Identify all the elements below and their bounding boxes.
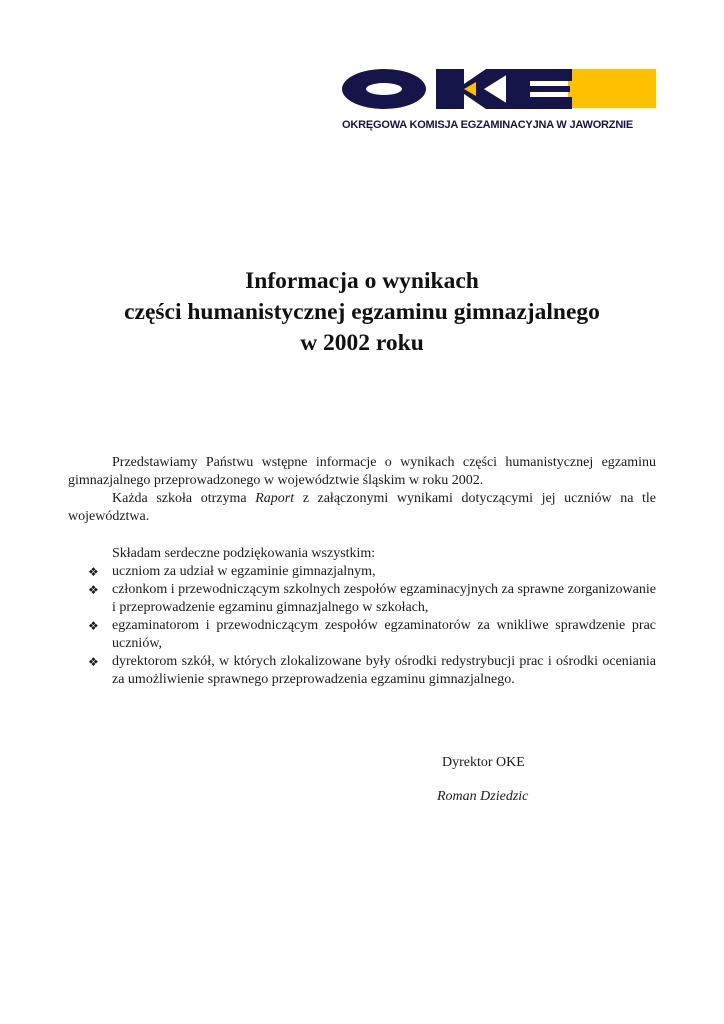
logo-subtitle: OKRĘGOWA KOMISJA EGZAMINACYJNA W JAWORZNIE	[342, 119, 634, 131]
document-title	[40, 266, 684, 359]
oke-logo	[340, 66, 656, 134]
list-item: ❖ dyrektorom szkół, w których zlokalizowane były ośrodki redystrybucji prac i ośrodki oceniania za umożliwienie sprawnego przeprowadzenia egzaminu gimnazjalnego.	[88, 654, 656, 687]
title-line-1: Informacja o wynikach	[245, 268, 479, 294]
list-item: ❖ uczniom za udział w egzaminie gimnazjalnym,	[88, 564, 376, 579]
title-line-3: w 2002 roku	[300, 330, 424, 356]
list-item: ❖ członkom i przewodniczącym szkolnych zespołów egzaminacyjnych za sprawne zorganizowanie i przeprowadzenie egzaminu gimnazjalnego w szkołach,	[88, 582, 656, 615]
logo-yellow-bar	[568, 69, 656, 108]
bullet-icon: ❖	[88, 619, 99, 633]
bullet-icon: ❖	[88, 583, 99, 597]
signature-name: Roman Dziedzic	[437, 789, 529, 804]
thanks-intro: Składam serdeczne podziękowania wszystkim:	[112, 546, 376, 561]
list-item: ❖ egzaminatorom i przewodniczącym zespołów egzaminatorów za wnikliwe sprawdzenie prac uczniów,	[88, 618, 656, 651]
bullet-icon: ❖	[88, 565, 99, 579]
logo-letter-e	[506, 69, 572, 109]
intro-paragraph: Przedstawiamy Państwu wstępne informacje o wynikach części humanistycznej egzaminu gimnazjalnego przeprowadzonego w województwie śląskim w roku 2002.	[68, 455, 656, 488]
report-text-before: Każda szkoła otrzyma	[112, 491, 256, 506]
logo-letter-o-hole	[366, 83, 402, 95]
bullet-icon: ❖	[88, 655, 99, 669]
report-text-after: z załączonymi wynikami dotyczącymi jej uczniów na tle województwa.	[68, 491, 656, 524]
oke-logo-mark	[340, 66, 656, 112]
report-title: Raport	[255, 491, 295, 506]
report-paragraph	[68, 490, 656, 526]
signature-role: Dyrektor OKE	[442, 755, 525, 770]
title-line-2: części humanistycznej egzaminu gimnazjalnego	[124, 299, 600, 325]
thanks-list	[68, 563, 656, 689]
document-body	[68, 454, 656, 689]
